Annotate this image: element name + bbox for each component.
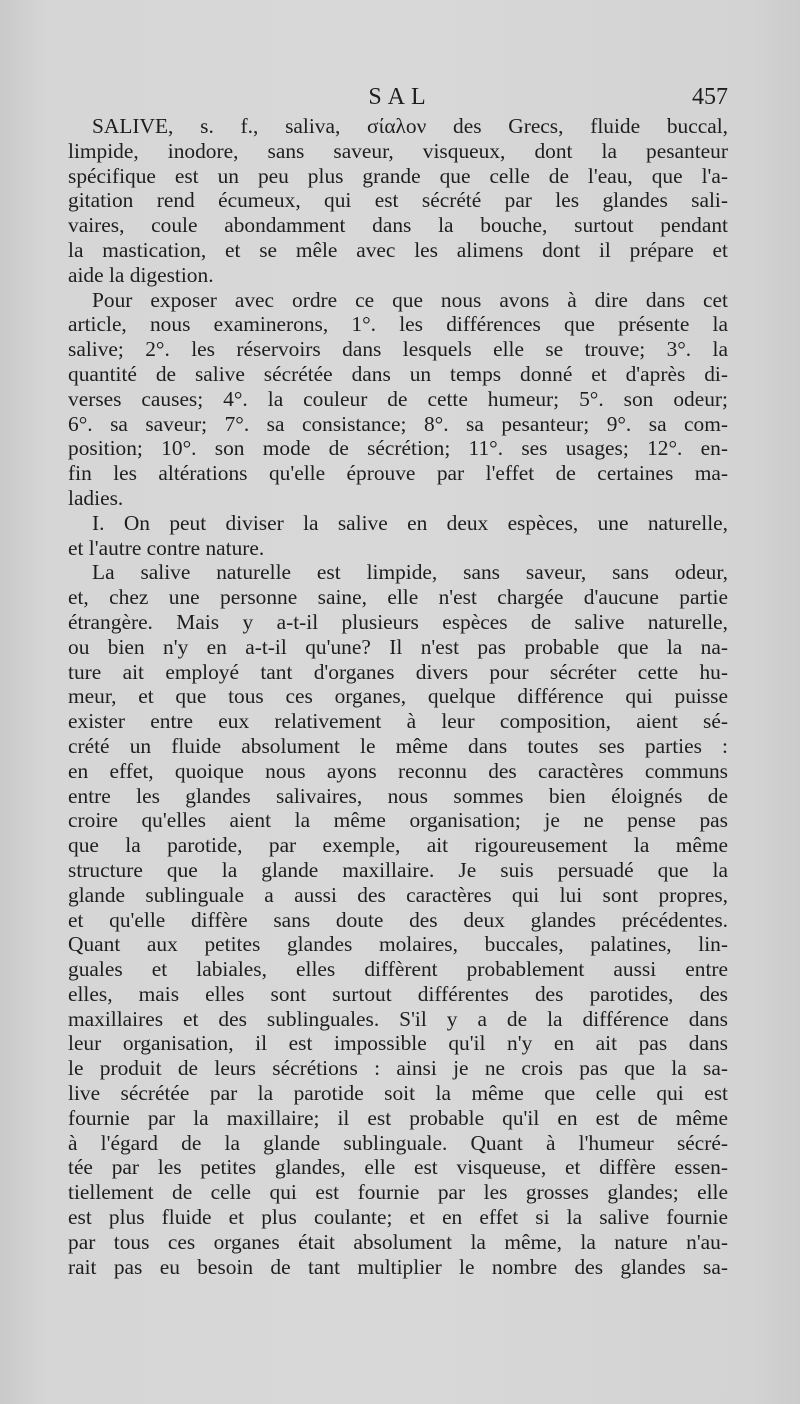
text-line: ladies.: [68, 485, 124, 510]
text-line: à l'égard de la glande sublinguale. Quant à l'humeur sécré-: [68, 1130, 728, 1155]
text-line: ou bien n'y en a-t-il qu'une? Il n'est pas probable que la na-: [68, 634, 728, 659]
text-line: gitation rend écumeux, qui est sécrété par les glandes sali-: [68, 188, 728, 213]
text-line: SALIVE, s. f., saliva, σίαλον des Grecs, fluide buccal,: [92, 114, 728, 138]
text-line: article, nous examinerons, 1°. les différences que présente la: [68, 312, 728, 337]
text-line: et l'autre contre nature.: [68, 535, 265, 560]
text-line: en effet, quoique nous ayons reconnu des caractères communs: [68, 758, 728, 783]
text-line: leur organisation, il est impossible qu'il n'y en ait pas dans: [68, 1031, 728, 1056]
paragraph-1: [68, 114, 728, 288]
text-line: et qu'elle diffère sans doute des deux glandes précédentes.: [68, 907, 728, 932]
text-line: guales et labiales, elles diffèrent probablement aussi entre: [68, 957, 728, 982]
text-line: 6°. sa saveur; 7°. sa consistance; 8°. sa pesanteur; 9°. sa com-: [68, 411, 728, 436]
text-line: entre les glandes salivaires, nous sommes bien éloignés de: [68, 783, 728, 808]
paragraph-2: [68, 288, 728, 511]
text-line: par tous ces organes était absolument la même, la nature n'au-: [68, 1229, 728, 1254]
text-line: la mastication, et se mêle avec les alimens dont il prépare et: [68, 237, 728, 262]
text-line: fournie par la maxillaire; il est probable qu'il en est de même: [68, 1105, 728, 1130]
text-line: tée par les petites glandes, elle est visqueuse, et diffère essen-: [68, 1155, 728, 1180]
text-line: limpide, inodore, sans saveur, visqueux, dont la pesanteur: [68, 138, 728, 163]
text-line: croire qu'elles aient la même organisation; je ne pense pas: [68, 808, 728, 833]
text-line: ture ait employé tant d'organes divers pour sécréter cette hu-: [68, 659, 728, 684]
text-line: position; 10°. son mode de sécrétion; 11°. ses usages; 12°. en-: [68, 436, 728, 461]
text-line: quantité de salive sécrétée dans un temps donné et d'après di-: [68, 361, 728, 386]
text-line: tiellement de celle qui est fournie par les grosses glandes; elle: [68, 1180, 728, 1205]
text-line: I. On peut diviser la salive en deux espèces, une naturelle,: [92, 510, 728, 535]
text-line: maxillaires et des sublinguales. S'il y a de la différence dans: [68, 1006, 728, 1031]
text-line: fin les altérations qu'elle éprouve par l'effet de certaines ma-: [68, 461, 728, 486]
text-line: Pour exposer avec ordre ce que nous avons à dire dans cet: [92, 287, 728, 312]
text-line: crété un fluide absolument le même dans toutes ses parties :: [68, 733, 728, 758]
text-line: aide la digestion.: [68, 262, 214, 287]
text-line: exister entre eux relativement à leur composition, aient sé-: [68, 709, 728, 734]
text-line: La salive naturelle est limpide, sans saveur, sans odeur,: [92, 560, 728, 585]
text-line: et, chez une personne saine, elle n'est chargée d'aucune partie: [68, 585, 728, 610]
text-line: que la parotide, par exemple, ait rigoureusement la même: [68, 833, 728, 858]
text-line: rait pas eu besoin de tant multiplier le nombre des glandes sa-: [68, 1254, 728, 1279]
page-header: [0, 84, 800, 114]
text-line: elles, mais elles sont surtout différentes des parotides, des: [68, 981, 728, 1006]
text-line: salive; 2°. les réservoirs dans lesquels elle se trouve; 3°. la: [68, 337, 728, 362]
text-line: Quant aux petites glandes molaires, buccales, palatines, lin-: [68, 932, 728, 957]
paragraph-4: [68, 560, 728, 1279]
text-line: glande sublinguale a aussi des caractères qui lui sont propres,: [68, 882, 728, 907]
text-line: structure que la glande maxillaire. Je suis persuadé que la: [68, 857, 728, 882]
text-line: live sécrétée par la parotide soit la même que celle qui est: [68, 1081, 728, 1106]
paragraph-3: [68, 511, 728, 561]
text-line: vaires, coule abondamment dans la bouche, surtout pendant: [68, 213, 728, 238]
text-line: meur, et que tous ces organes, quelque différence qui puisse: [68, 684, 728, 709]
page-number: 457: [692, 84, 728, 110]
text-line: étrangère. Mais y a-t-il plusieurs espèces de salive naturelle,: [68, 609, 728, 634]
text-line: est plus fluide et plus coulante; et en effet si la salive fournie: [68, 1205, 728, 1230]
text-line: verses causes; 4°. la couleur de cette humeur; 5°. son odeur;: [68, 386, 728, 411]
body-text: [68, 114, 728, 1279]
running-title: SAL: [368, 84, 432, 110]
text-line: spécifique est un peu plus grande que celle de l'eau, que l'a-: [68, 163, 728, 188]
text-line: le produit de leurs sécrétions : ainsi je ne crois pas que la sa-: [68, 1056, 728, 1081]
